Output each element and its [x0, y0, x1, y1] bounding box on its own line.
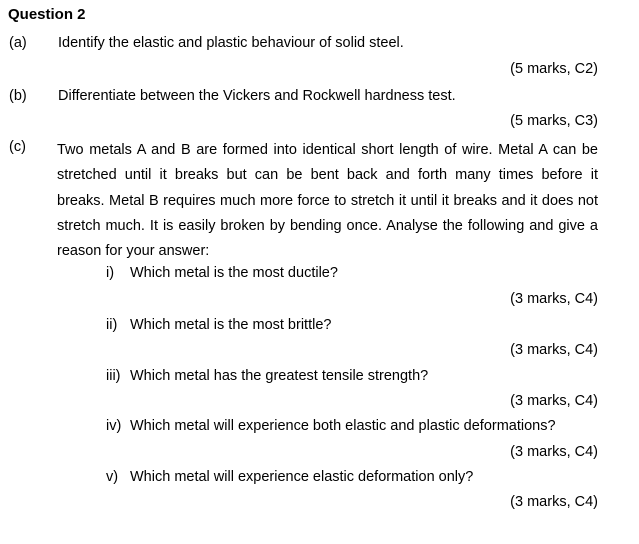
- sub-i-number: i): [106, 265, 115, 281]
- sub-i-text: Which metal is the most ductile?: [130, 265, 338, 281]
- part-c-line: stretched until it breaks but can be bent back and forth many times before it: [57, 167, 598, 184]
- sub-v-number: v): [106, 469, 119, 485]
- sub-v-marks: (3 marks, C4): [510, 494, 598, 510]
- part-a-text: Identify the elastic and plastic behaviour of solid steel.: [58, 35, 404, 51]
- sub-iv-text: Which metal will experience both elastic and plastic deformations?: [130, 418, 556, 434]
- part-c-paragraph: [57, 138, 598, 264]
- sub-ii-number: ii): [106, 317, 118, 333]
- sub-iii-text: Which metal has the greatest tensile strength?: [130, 368, 429, 384]
- part-c-label: (c): [9, 139, 26, 155]
- sub-iii-number: iii): [106, 368, 121, 384]
- sub-v-text: Which metal will experience elastic deformation only?: [130, 469, 474, 485]
- sub-iv-number: iv): [106, 418, 122, 434]
- part-b-text: Differentiate between the Vickers and Rockwell hardness test.: [58, 88, 456, 104]
- sub-iii-marks: (3 marks, C4): [510, 393, 598, 409]
- sub-ii-marks: (3 marks, C4): [510, 342, 598, 358]
- question-title: Question 2: [8, 6, 86, 23]
- part-c-line: stretch much. It is easily broken by bending once. Analyse the following and give a: [57, 217, 598, 234]
- sub-ii-text: Which metal is the most brittle?: [130, 317, 332, 333]
- part-b-marks: (5 marks, C3): [510, 113, 598, 129]
- part-c-line: breaks. Metal B requires much more force to stretch it until it breaks and it does not: [57, 192, 598, 209]
- part-a-label: (a): [9, 35, 27, 51]
- sub-i-marks: (3 marks, C4): [510, 291, 598, 307]
- sub-iv-marks: (3 marks, C4): [510, 444, 598, 460]
- part-c-line: Two metals A and B are formed into identical short length of wire. Metal A can be: [57, 142, 598, 158]
- part-b-label: (b): [9, 88, 27, 104]
- part-c-line: reason for your answer:: [57, 243, 210, 260]
- part-a-marks: (5 marks, C2): [510, 61, 598, 77]
